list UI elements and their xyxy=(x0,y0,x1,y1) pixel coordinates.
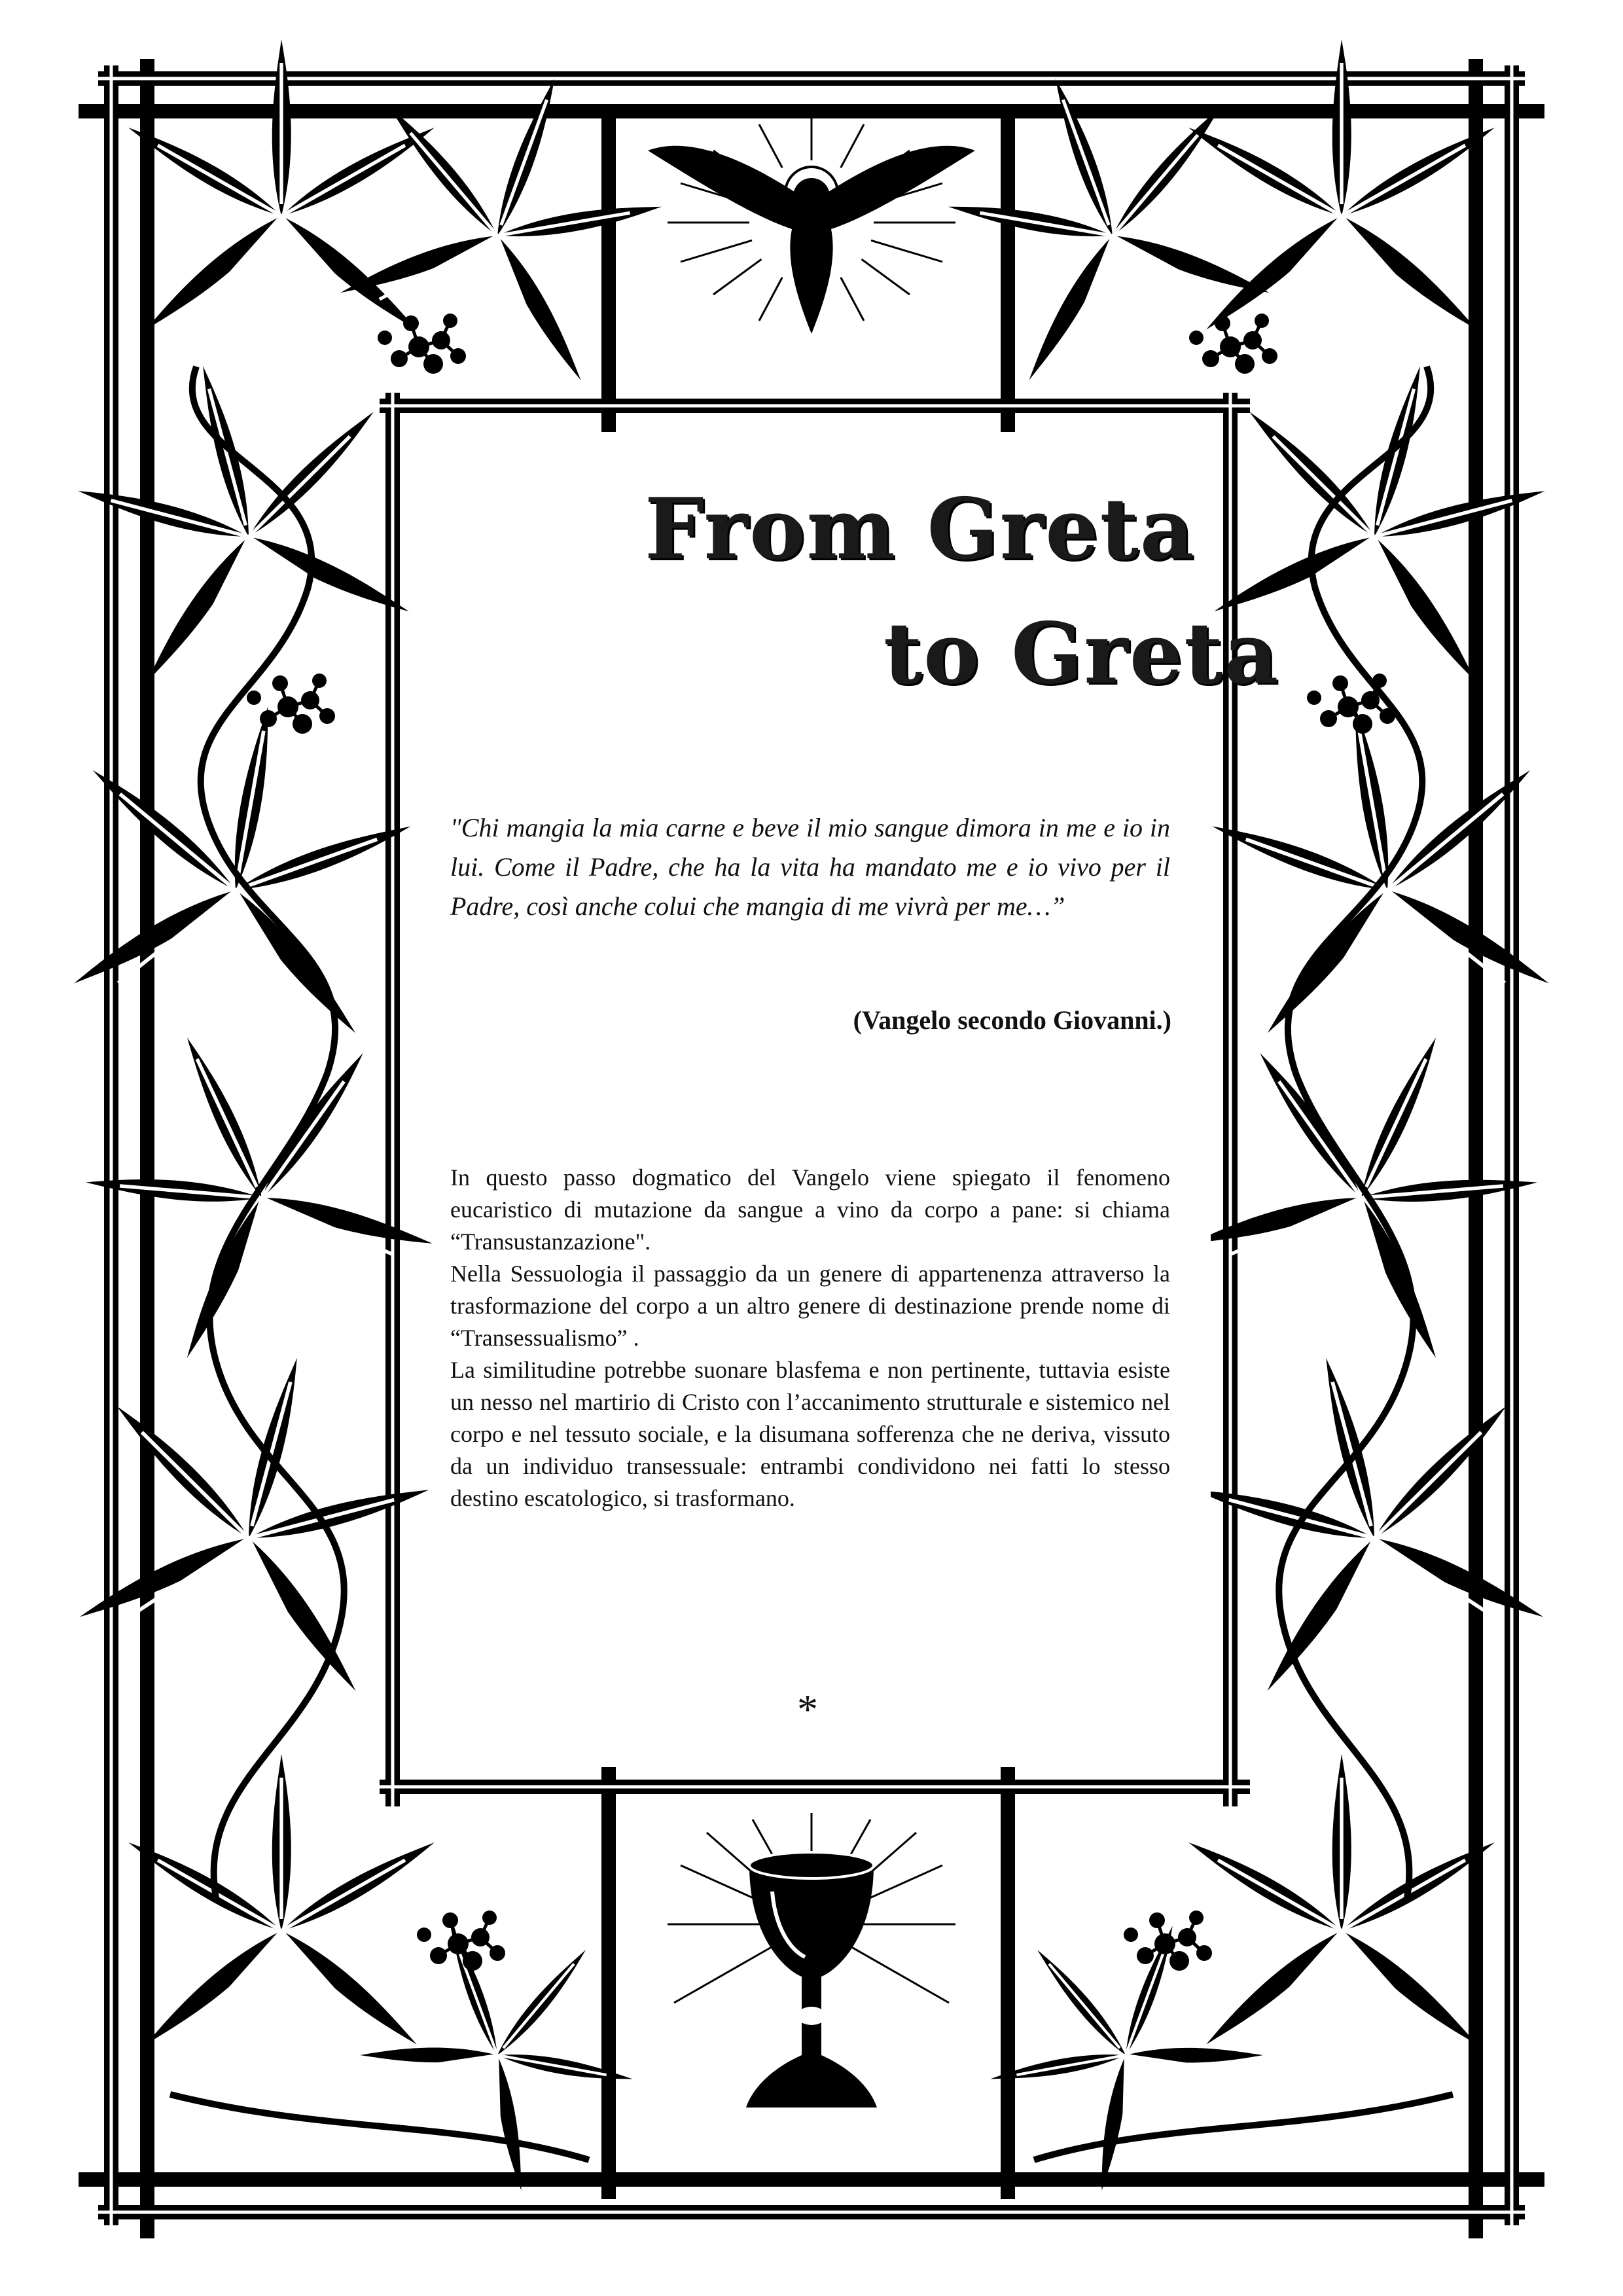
title-line-2: to Greta xyxy=(883,605,1280,703)
quote-attribution: (Vangelo secondo Giovanni.) xyxy=(853,1005,1171,1035)
dove-icon xyxy=(648,118,975,334)
body-paragraph: In questo passo dogmatico del Vangelo viene spiegato il fenomeno eucaristico di mutazione da sangue a vino da corpo a pane: si chiama “Transustanzazione". Nella Sessuologia il passaggio da un genere di appartenenza attraverso la trasformazione del corpo a un altro genere di destinazione prende nome di “Transessualismo” . La similitudine potrebbe suonare blasfema e non pertinente, tuttavia esiste un nesso nel martirio di Cristo con l’accanimento strutturale e sistemico nel corpo e nel tessuto sociale, e la disumana sofferenza che ne deriva, vissuto da un individuo transessuale: entrambi condividono nei fatti lo stesso destino escatologico, si trasformano. xyxy=(450,1164,1170,1511)
gospel-quote: "Chi mangia la mia carne e beve il mio sangue dimora in me e io in lui. Come il Padre, che ha la vita ha mandato me e io vivo per il Padre, così anche colui che mangia di me vivrà per me…” xyxy=(450,813,1170,921)
closing-asterisk: * xyxy=(797,1686,818,1732)
chalice-icon xyxy=(668,1813,955,2108)
title-line-1: From Greta xyxy=(645,480,1196,579)
